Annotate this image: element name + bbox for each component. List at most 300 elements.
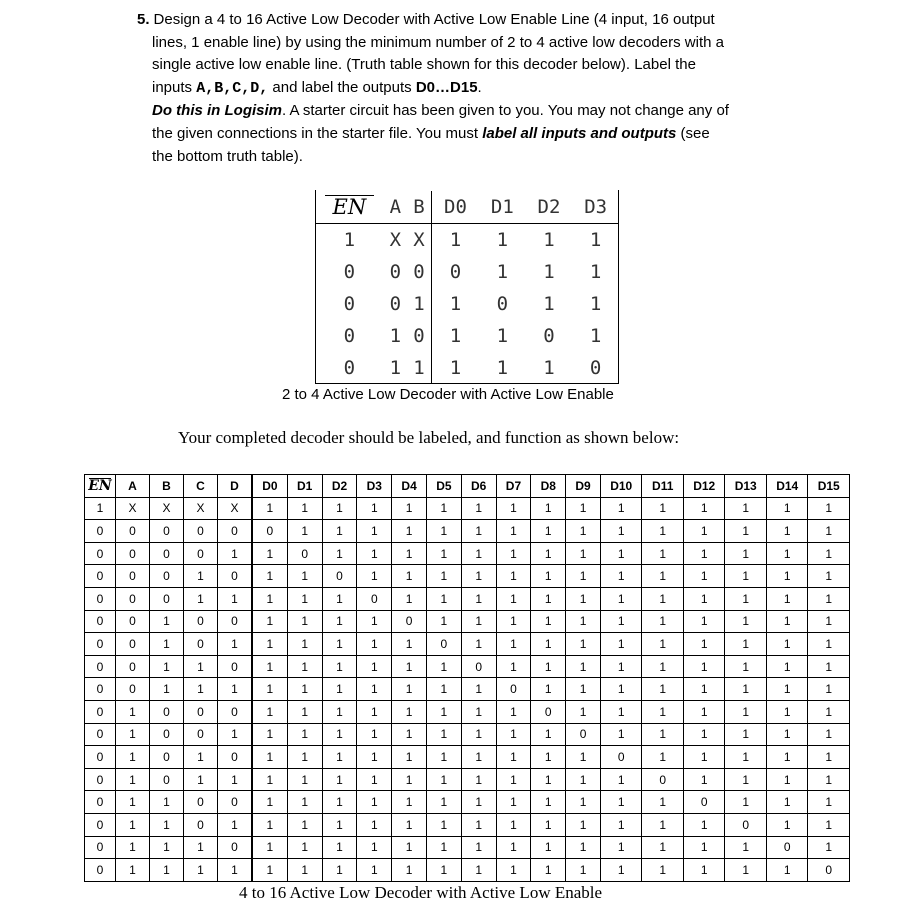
big-table-cell: 1 [392,542,427,565]
big-table-cell: 1 [766,859,808,882]
big-table-cell: 1 [531,655,566,678]
big-table-cell: 1 [322,859,357,882]
big-table-cell: 1 [357,542,392,565]
big-table-cell: 0 [116,610,150,633]
big-table-cell: 1 [357,678,392,701]
big-table-cell: 1 [461,610,496,633]
big-table-cell: 1 [566,700,601,723]
big-table-cell: 1 [252,813,287,836]
big-table-cell: 1 [531,542,566,565]
big-table-row [85,542,850,565]
big-table-row [85,633,850,656]
big-table-cell: 1 [461,565,496,588]
big-table-cell: 1 [566,520,601,543]
big-table-cell: 1 [600,723,642,746]
big-table-cell: 1 [766,520,808,543]
big-table-cell: 1 [600,587,642,610]
big-table-cell: 1 [184,655,218,678]
big-table-header-cell: D0 [252,475,287,498]
big-table-cell: 0 [218,655,253,678]
big-table-cell: 1 [531,633,566,656]
big-table-cell: 1 [322,610,357,633]
big-table-cell: 0 [184,542,218,565]
big-table-cell: 1 [252,723,287,746]
big-table-cell: 0 [357,587,392,610]
big-table-cell: 1 [461,723,496,746]
big-table-cell: 0 [85,678,116,701]
big-table-cell: 0 [116,655,150,678]
logisim-instruction: Do this in Logisim [152,102,282,120]
big-table-cell: 1 [766,542,808,565]
big-table-cell: 1 [496,746,531,769]
big-table-cell: 1 [116,768,150,791]
small-table-cell: 0 [343,325,356,347]
big-table-cell: 0 [85,700,116,723]
big-table-cell: 1 [357,813,392,836]
big-table-cell: 0 [116,633,150,656]
big-table-cell: 1 [392,836,427,859]
small-table-cell: X [389,229,402,251]
big-table-header-cell: D2 [322,475,357,498]
big-table-cell: 0 [150,746,184,769]
big-table-cell: 1 [683,768,725,791]
big-table-cell: 1 [725,610,767,633]
big-table-cell: 1 [566,768,601,791]
big-table-cell: 1 [461,633,496,656]
big-table-cell: 0 [85,836,116,859]
big-table-cell: 1 [357,746,392,769]
big-table-header-cell: B [150,475,184,498]
small-table-row [315,224,619,257]
big-table-cell: 1 [357,520,392,543]
big-table-cell: 1 [642,655,684,678]
big-table-cell: 0 [150,520,184,543]
big-table-cell: 1 [150,791,184,814]
big-table-cell: 1 [461,542,496,565]
big-table-cell: 0 [85,520,116,543]
small-table-header-cell: B [407,191,431,224]
small-table-row [315,352,619,384]
small-table-cell: 1 [543,229,555,251]
big-table-cell: 1 [322,813,357,836]
big-table-cell: 1 [566,587,601,610]
small-table-cell: 1 [431,224,479,257]
small-table-header-cell: D1 [479,191,526,224]
big-table-cell: 1 [642,700,684,723]
big-table-cell: 1 [725,655,767,678]
big-table-header-cell: D3 [357,475,392,498]
big-table-cell: X [218,497,253,520]
big-table-cell: 1 [566,836,601,859]
big-table-header-cell: D10 [600,475,642,498]
big-table-cell: 1 [252,678,287,701]
big-table-cell: 1 [287,633,322,656]
big-table-cell: 1 [600,859,642,882]
truth-table-4to16 [84,474,850,882]
big-table-cell: 0 [600,746,642,769]
big-table-cell: 0 [683,791,725,814]
big-table-cell: 0 [184,723,218,746]
big-table-cell: 1 [392,678,427,701]
problem-line-4: inputs A,B,C,D, and label the outputs D0…D15. [152,78,482,97]
big-table-cell: 1 [642,791,684,814]
big-table-cell: 1 [725,859,767,882]
big-table-cell: 0 [85,746,116,769]
big-table-cell: 0 [252,520,287,543]
small-table-cell: 0 [431,256,479,288]
big-table-cell: 1 [461,768,496,791]
big-table-cell: 1 [322,836,357,859]
big-table-cell: 1 [392,723,427,746]
big-table-cell: 0 [218,791,253,814]
big-table-cell: 1 [392,813,427,836]
big-table-cell: 1 [392,520,427,543]
big-table-cell: 1 [725,587,767,610]
instruction-lead: Your completed decoder should be labeled, and function as shown below: [178,428,680,447]
big-table-cell: 0 [150,565,184,588]
big-table-cell: 1 [808,723,850,746]
big-table-cell: 1 [808,655,850,678]
big-table-cell: 1 [150,813,184,836]
big-table-cell: 1 [531,813,566,836]
big-table-cell: 0 [85,633,116,656]
big-table-cell: 0 [116,542,150,565]
big-table-row [85,746,850,769]
big-table-header-cell: D1 [287,475,322,498]
big-table-cell: 1 [725,565,767,588]
big-table-cell: X [116,497,150,520]
big-table-cell: 1 [683,836,725,859]
big-table-cell: 1 [808,587,850,610]
big-table-cell: 1 [808,768,850,791]
big-table-cell: 1 [426,587,461,610]
big-table-cell: 1 [496,723,531,746]
big-table-cell: 1 [642,859,684,882]
big-table-cell: 1 [218,813,253,836]
big-table-cell: 1 [531,587,566,610]
big-table-cell: 1 [184,859,218,882]
big-table-cell: 1 [218,768,253,791]
small-table-cell: 1 [496,229,509,251]
big-table-cell: 0 [85,655,116,678]
big-table-cell: 0 [116,587,150,610]
small-table-row [315,320,619,352]
small-table-row [315,256,619,288]
big-table-cell: 1 [287,836,322,859]
small-table-cell: 0 [343,357,356,379]
big-table-cell: 1 [725,700,767,723]
big-table-cell: 1 [566,565,601,588]
big-table-cell: 1 [322,723,357,746]
big-table-cell: 1 [461,520,496,543]
big-table-header-cell: D9 [566,475,601,498]
big-table-row [85,655,850,678]
big-table-cell: 0 [461,655,496,678]
truth-table-2to4 [315,191,619,384]
big-table-cell: 1 [150,836,184,859]
big-table-cell: 0 [642,768,684,791]
big-table-cell: 0 [85,768,116,791]
big-table-header-cell: D [218,475,253,498]
big-table-cell: 1 [287,610,322,633]
small-table-cell: 1 [431,352,479,384]
small-table-cell: 1 [389,325,402,347]
big-table-cell: 1 [357,610,392,633]
small-table-row [315,288,619,320]
big-table-cell: 1 [287,520,322,543]
big-table-cell: 0 [150,700,184,723]
big-table-header-cell: D11 [642,475,684,498]
small-table-cell: 1 [343,229,356,251]
big-table-cell: 1 [496,859,531,882]
small-table-cell: 1 [496,357,509,379]
big-table-cell: 1 [642,565,684,588]
big-table-cell: 1 [766,746,808,769]
big-table-cell: 0 [85,587,116,610]
big-table-cell: 1 [642,520,684,543]
big-table-cell: 1 [116,700,150,723]
big-table-cell: 0 [85,791,116,814]
big-table-cell: 1 [287,859,322,882]
big-table-header-cell: D8 [531,475,566,498]
big-table-cell: 1 [725,520,767,543]
big-table-cell: 1 [642,813,684,836]
big-table-cell: 1 [808,791,850,814]
big-table-cell: 1 [766,700,808,723]
small-table-cell: 0 [389,261,402,283]
big-table-cell: 1 [287,565,322,588]
small-table-cell: 1 [431,320,479,352]
big-table-cell: 1 [426,497,461,520]
big-table-cell: 1 [600,520,642,543]
big-table-cell: 1 [426,700,461,723]
big-table-cell: 1 [600,542,642,565]
big-table-cell: 1 [766,678,808,701]
big-table-cell: 1 [150,633,184,656]
big-table-cell: 1 [461,859,496,882]
big-table-cell: 1 [531,678,566,701]
big-table-cell: 1 [808,520,850,543]
problem-line-7: the bottom truth table). [152,147,303,165]
truth-table-2to4-caption: 2 to 4 Active Low Decoder with Active Low Enable [282,386,614,403]
big-table-cell: 1 [252,746,287,769]
big-table-cell: 1 [496,768,531,791]
small-table-cell: 0 [343,261,356,283]
big-table-cell: 0 [85,542,116,565]
big-table-cell: 1 [496,700,531,723]
big-table-cell: 1 [642,836,684,859]
big-table-cell: 1 [322,520,357,543]
small-table-cell: 1 [589,325,602,347]
big-table-cell: 1 [322,633,357,656]
big-table-cell: 1 [683,633,725,656]
big-table-cell: 1 [766,791,808,814]
small-table-cell: 1 [589,229,602,251]
big-table-cell: 1 [357,791,392,814]
big-table-cell: 1 [725,678,767,701]
big-table-row [85,678,850,701]
big-table-cell: 1 [392,633,427,656]
big-table-cell: 1 [566,791,601,814]
problem-statement [137,9,817,168]
small-table-cell: 1 [543,261,555,283]
big-table-cell: 1 [808,700,850,723]
big-table-cell: 1 [642,497,684,520]
small-table-cell: 1 [413,293,425,315]
big-table-cell: 1 [287,723,322,746]
big-table-cell: 1 [725,497,767,520]
big-table-cell: 0 [116,565,150,588]
big-table-cell: 0 [808,859,850,882]
big-table-cell: 1 [116,746,150,769]
big-table-cell: 1 [184,678,218,701]
big-table-cell: 1 [808,633,850,656]
big-table-cell: 1 [252,859,287,882]
big-table-cell: 1 [392,565,427,588]
small-table-cell: 1 [543,357,555,379]
big-table-cell: 1 [496,565,531,588]
big-table-cell: 1 [496,520,531,543]
big-table-cell: 1 [287,655,322,678]
big-table-cell: 1 [426,836,461,859]
big-table-cell: 1 [322,587,357,610]
big-table-row [85,587,850,610]
big-table-cell: 1 [392,497,427,520]
small-table-cell: X [413,229,425,251]
big-table-cell: 1 [725,723,767,746]
small-table-cell: 0 [343,293,356,315]
big-table-cell: 1 [808,610,850,633]
big-table-cell: 1 [426,655,461,678]
small-table-cell: 1 [543,293,555,315]
big-table-cell: 1 [357,836,392,859]
big-table-cell: 1 [322,542,357,565]
big-table-cell: 1 [766,587,808,610]
big-table-cell: 1 [725,746,767,769]
big-table-cell: 0 [218,700,253,723]
big-table-cell: 1 [725,791,767,814]
big-table-cell: 1 [600,813,642,836]
big-table-cell: 1 [426,813,461,836]
small-table-cell: 1 [589,261,602,283]
big-table-cell: 0 [85,859,116,882]
big-table-cell: 1 [150,678,184,701]
big-table-row [85,768,850,791]
big-table-cell: 0 [184,700,218,723]
big-table-cell: 1 [184,565,218,588]
big-table-cell: 1 [683,520,725,543]
big-table-cell: 0 [150,768,184,791]
big-table-cell: 0 [184,813,218,836]
big-table-cell: 1 [357,723,392,746]
small-table-cell: 1 [431,288,479,320]
big-table-cell: 1 [683,542,725,565]
big-table-cell: 1 [184,768,218,791]
big-table-cell: 1 [808,746,850,769]
big-table-cell: 1 [426,542,461,565]
big-table-cell: 1 [766,633,808,656]
big-table-row [85,791,850,814]
big-table-cell: 0 [725,813,767,836]
big-table-cell: 1 [642,542,684,565]
big-table-cell: 1 [566,678,601,701]
big-table-cell: 1 [85,497,116,520]
big-table-cell: 1 [461,836,496,859]
big-table-cell: 1 [808,565,850,588]
big-table-cell: 1 [252,497,287,520]
big-table-header-cell: D15 [808,475,850,498]
big-table-cell: 1 [392,655,427,678]
big-table-cell: 1 [287,746,322,769]
big-table-cell: 1 [116,791,150,814]
problem-line-5: Do this in Logisim. A starter circuit has been given to you. You may not change any of [152,102,729,120]
small-table-header-cell: A [384,191,407,224]
big-table-cell: 1 [218,633,253,656]
big-table-cell: 0 [116,520,150,543]
big-table-cell: 1 [184,587,218,610]
big-table-cell: 1 [426,746,461,769]
big-table-row [85,859,850,882]
big-table-cell: 1 [531,836,566,859]
big-table-header [85,475,850,498]
big-table-cell: 0 [184,520,218,543]
big-table-cell: 1 [683,700,725,723]
problem-line-1: 5. Design a 4 to 16 Active Low Decoder with Active Low Enable Line (4 input, 16 output [137,11,715,28]
big-table-cell: 1 [461,813,496,836]
small-table-cell: 1 [413,357,425,379]
big-table-cell: 1 [725,633,767,656]
big-table-cell: 1 [766,497,808,520]
big-table-cell: 1 [766,565,808,588]
big-table-cell: 1 [566,746,601,769]
big-table-cell: 1 [531,746,566,769]
big-table-cell: 1 [426,610,461,633]
big-table-cell: 1 [287,768,322,791]
big-table-cell: 1 [426,520,461,543]
big-table-cell: 1 [252,791,287,814]
big-table-cell: 1 [600,497,642,520]
big-table-cell: 1 [392,768,427,791]
problem-line-6: the given connections in the starter file. You must label all inputs and outputs (see [152,124,710,142]
big-table-cell: 1 [683,655,725,678]
small-table-cell: 1 [496,325,509,347]
problem-number: 5. [137,11,150,28]
big-table-cell: 1 [683,497,725,520]
big-table-cell: 1 [461,678,496,701]
big-table-cell: 1 [808,542,850,565]
big-table-cell: 1 [287,678,322,701]
big-table-cell: 1 [116,859,150,882]
big-table-cell: 1 [287,497,322,520]
big-table-cell: 1 [150,610,184,633]
big-table-cell: 0 [287,542,322,565]
big-table-cell: 1 [461,497,496,520]
big-table-cell: 1 [426,768,461,791]
big-table-cell: 1 [392,700,427,723]
big-table-cell: 1 [531,859,566,882]
big-table-cell: 1 [322,746,357,769]
big-table-header-cell: D4 [392,475,427,498]
small-table-cell: 1 [589,293,602,315]
big-table-row [85,610,850,633]
big-table-cell: 0 [85,723,116,746]
big-table-cell: 1 [496,836,531,859]
big-table-cell: 0 [85,565,116,588]
big-table-cell: 1 [496,633,531,656]
big-table-cell: 0 [85,610,116,633]
big-table-cell: 1 [600,700,642,723]
big-table-cell: 1 [808,678,850,701]
